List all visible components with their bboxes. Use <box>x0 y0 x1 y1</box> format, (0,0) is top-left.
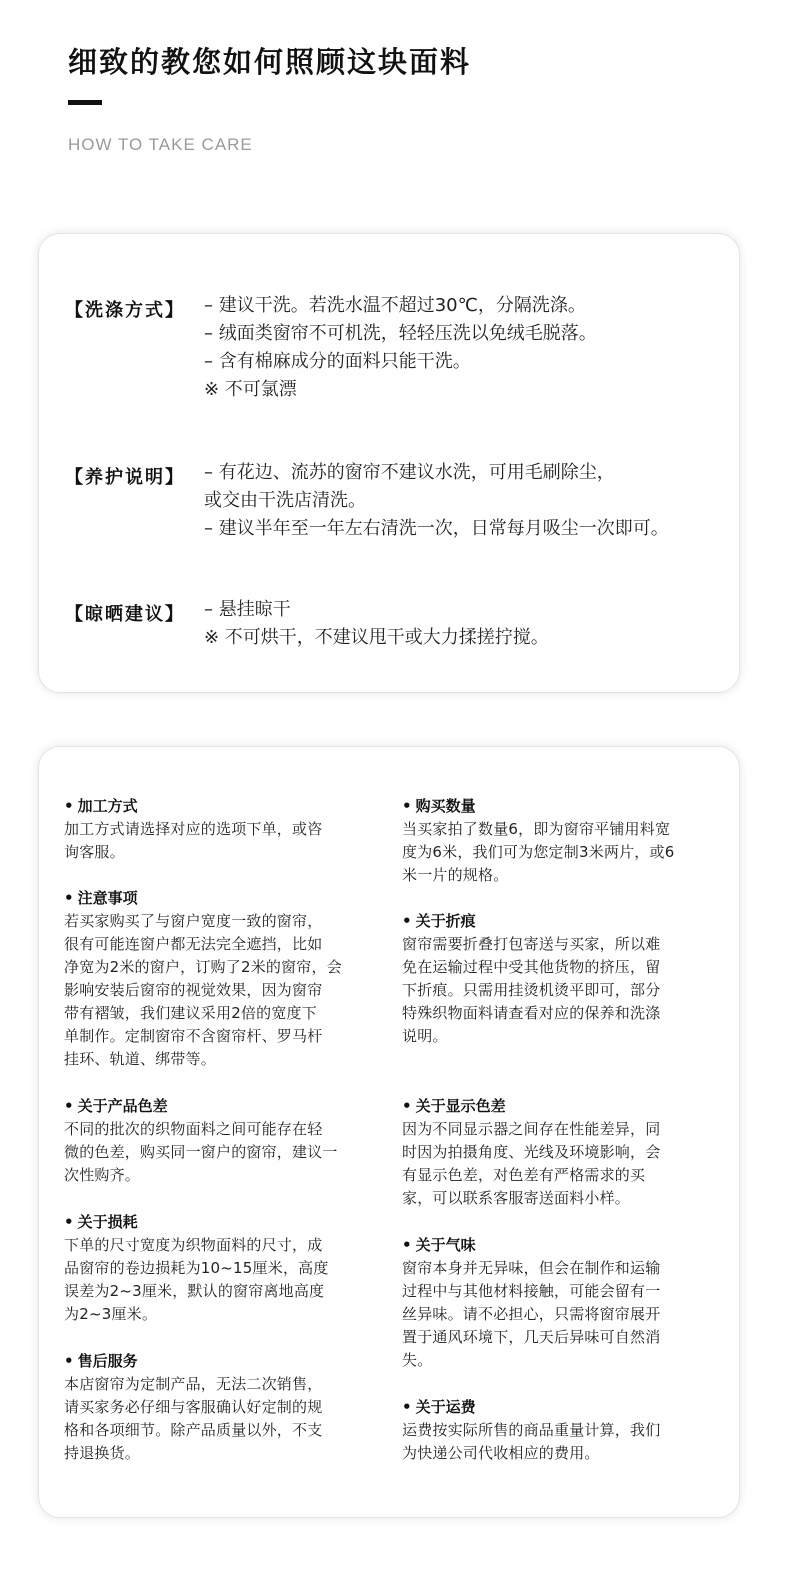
note-title: • 售后服务 <box>64 1352 138 1370</box>
bullet-icon: • <box>402 1236 412 1254</box>
note-title: • 关于折痕 <box>402 912 476 930</box>
care-line: – 建议半年至一年左右清洗一次，日常每月吸尘一次即可。 <box>204 518 669 539</box>
bullet-icon: • <box>64 889 74 907</box>
bullet-icon: • <box>64 1352 74 1370</box>
care-line: 或交由干洗店清洗。 <box>204 490 366 511</box>
bullet-icon: • <box>402 912 412 930</box>
bullet-icon: • <box>64 797 74 815</box>
note-body: 运费按实际所售的商品重量计算，我们 为快递公司代收相应的费用。 <box>402 1421 661 1462</box>
care-line: – 悬挂晾干 <box>204 599 291 620</box>
note-title: • 关于运费 <box>402 1398 476 1416</box>
bullet-icon: • <box>402 1097 412 1115</box>
care-line: ※ 不可烘干，不建议甩干或大力揉搓拧搅。 <box>204 627 549 648</box>
note-item <box>64 1350 376 1465</box>
note-body: 本店窗帘为定制产品，无法二次销售， 请买家务必仔细与客服确认好定制的规 格和各项细节。除产品质量以外，不支 持退换货。 <box>64 1375 323 1462</box>
note-body: 若买家购买了与窗户宽度一致的窗帘， 很有可能连窗户都无法完全遮挡，比如 净宽为2米的窗户，订购了2米的窗帘，会 影响安装后窗帘的视觉效果，因为窗帘 带有褶皱，我们建议采用2倍的宽度下 单制作。定制窗帘不含窗帘杆、罗马杆 挂环、轨道、绑带等。 <box>64 912 342 1068</box>
purchase-notes-card <box>38 746 740 1518</box>
note-item <box>402 1095 714 1210</box>
note-item <box>64 887 376 1071</box>
note-title: • 购买数量 <box>402 797 476 815</box>
note-title: • 加工方式 <box>64 797 138 815</box>
note-body: 窗帘需要折叠打包寄送与买家，所以难 免在运输过程中受其他货物的挤压，留 下折痕。只需用挂烫机烫平即可，部分 特殊织物面料请查看对应的保养和洗涤 说明。 <box>402 935 661 1045</box>
note-body: 下单的尺寸宽度为织物面料的尺寸，成 品窗帘的卷边损耗为10~15厘米，高度 误差为2~3厘米，默认的窗帘离地高度 为2~3厘米。 <box>64 1236 329 1323</box>
title-underline <box>68 100 102 105</box>
note-item <box>402 910 714 1048</box>
bullet-icon: • <box>64 1097 74 1115</box>
care-line: ※ 不可氯漂 <box>204 379 297 400</box>
note-body: 不同的批次的织物面料之间可能存在轻 微的色差，购买同一窗户的窗帘，建议一 次性购齐。 <box>64 1120 338 1184</box>
page-subtitle: HOW TO TAKE CARE <box>68 135 253 154</box>
note-title: • 注意事项 <box>64 889 138 907</box>
note-item <box>64 795 376 864</box>
care-line: – 建议干洗。若洗水温不超过30℃，分隔洗涤。 <box>204 295 586 316</box>
note-body: 窗帘本身并无异味，但会在制作和运输 过程中与其他材料接触，可能会留有一 丝异味。请不必担心，只需将窗帘展开 置于通风环境下，几天后异味可自然消 失。 <box>402 1259 661 1369</box>
care-label: 【晾晒建议】 <box>65 604 185 625</box>
care-instructions-card <box>38 233 740 693</box>
note-body: 因为不同显示器之间存在性能差异，同 时因为拍摄角度、光线及环境影响，会 有显示色差，对色差有严格需求的买 家，可以联系客服寄送面料小样。 <box>402 1120 661 1207</box>
note-item <box>64 1211 376 1326</box>
care-label: 【养护说明】 <box>65 467 185 488</box>
note-title: • 关于气味 <box>402 1236 476 1254</box>
bullet-icon: • <box>64 1213 74 1231</box>
note-item <box>64 1095 376 1187</box>
note-item <box>402 1396 714 1465</box>
note-title: • 关于显示色差 <box>402 1097 506 1115</box>
note-item <box>402 795 714 887</box>
note-body: 当买家拍了数量6，即为窗帘平铺用料宽 度为6米，我们可为您定制3米两片，或6 米一片的规格。 <box>402 820 675 884</box>
note-title: • 关于损耗 <box>64 1213 138 1231</box>
page-title: 细致的教您如何照顾这块面料 <box>68 45 472 79</box>
bullet-icon: • <box>402 797 412 815</box>
care-line: – 绒面类窗帘不可机洗，轻轻压洗以免绒毛脱落。 <box>204 323 597 344</box>
note-item <box>402 1234 714 1372</box>
bullet-icon: • <box>402 1398 412 1416</box>
care-label: 【洗涤方式】 <box>65 300 185 321</box>
care-line: – 含有棉麻成分的面料只能干洗。 <box>204 351 471 372</box>
note-title: • 关于产品色差 <box>64 1097 168 1115</box>
care-line: – 有花边、流苏的窗帘不建议水洗，可用毛刷除尘， <box>204 462 615 483</box>
note-body: 加工方式请选择对应的选项下单，或咨 询客服。 <box>64 820 323 861</box>
